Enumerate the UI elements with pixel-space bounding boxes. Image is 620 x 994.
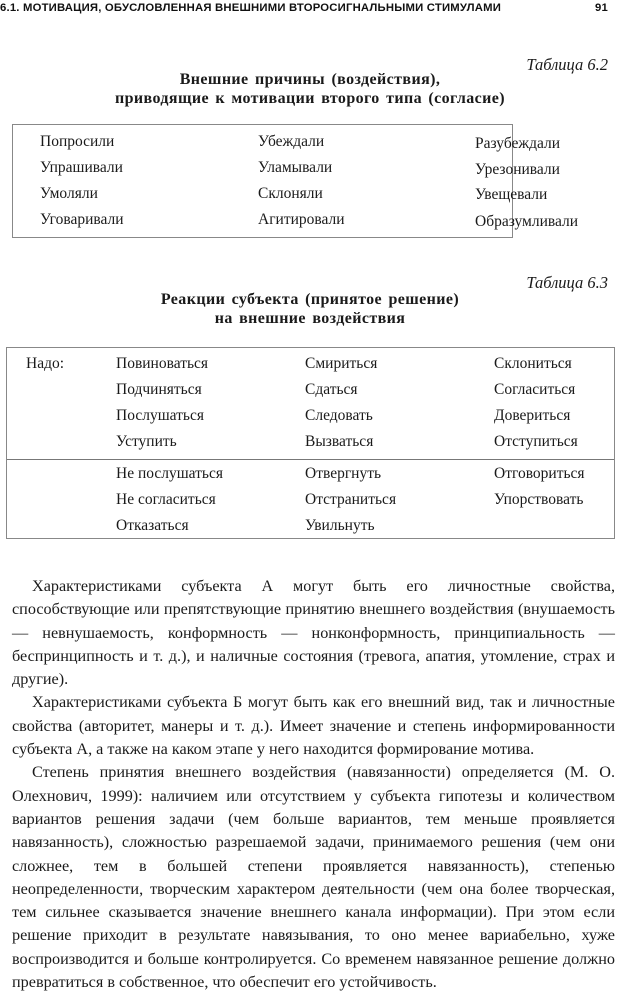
table-cell: Убеждали xyxy=(258,133,325,150)
page-number: 91 xyxy=(595,2,608,14)
table-6-2-title-line1: Внешние причины (воздействия), xyxy=(179,71,441,88)
table-cell: Попросили xyxy=(40,133,115,150)
table-cell: Вызваться xyxy=(305,433,374,450)
table-6-3-title-line1: Реакции субъекта (принятое решение) xyxy=(160,291,460,308)
table-cell: Образумливали xyxy=(475,213,579,230)
table-cell: Отговориться xyxy=(494,465,585,482)
table-cell: Следовать xyxy=(305,407,373,424)
table-6-3-title-line2: на внешние воздействия xyxy=(214,310,406,327)
table-cell: Увильнуть xyxy=(305,517,375,534)
table-cell: Склониться xyxy=(494,355,572,372)
paragraph: Характеристиками субъекта Б могут быть как его внешний вид, так и личностные свойства (авторитет, манеры и т. д.). Имеет значение и степень информированности субъекта А, а также на каком этапе у него находится формирование мотива. xyxy=(12,693,615,759)
table-cell: Упрашивали xyxy=(40,159,123,176)
table-cell: Склоняли xyxy=(258,185,323,202)
table-cell: Отступиться xyxy=(494,433,578,450)
table-cell: Не согласиться xyxy=(116,491,216,508)
table-cell: Увещевали xyxy=(475,186,548,203)
paragraph: Характеристиками субъекта А могут быть его личностные свойства, способствующие или препятствующие принятию внешнего воздействия (внушаемость — невнушаемость, конформность — нонконформность, принципиальность — беспринципность и т. д.), и наличные состояния (тревога, апатия, утомление, страх и другие). xyxy=(12,577,615,689)
table-cell: Послушаться xyxy=(116,407,204,424)
table-cell: Уламывали xyxy=(258,159,333,176)
table-divider xyxy=(7,459,614,460)
table-cell: Отвергнуть xyxy=(305,465,382,482)
table-6-2-label: Таблица 6.2 xyxy=(526,55,608,74)
table-cell: Уступить xyxy=(116,433,177,450)
table-6-2-title xyxy=(0,70,620,108)
running-head xyxy=(0,0,620,20)
table-cell: Уговаривали xyxy=(40,211,124,228)
table-cell: Умоляли xyxy=(40,185,98,202)
table-cell: Упорствовать xyxy=(494,491,584,508)
table-6-2 xyxy=(12,124,579,238)
table-6-3-label: Таблица 6.3 xyxy=(526,273,608,292)
table-cell: Урезонивали xyxy=(475,161,560,178)
table-cell: Агитировали xyxy=(258,211,345,228)
table-cell: Смириться xyxy=(305,355,378,372)
table-cell: Отказаться xyxy=(116,517,189,534)
table-cell: Согласиться xyxy=(494,381,576,398)
running-head-title: 6.1. МОТИВАЦИЯ, ОБУСЛОВЛЕННАЯ ВНЕШНИМИ ВТОРОСИГНАЛЬНЫМИ СТИМУЛАМИ xyxy=(0,2,502,14)
table-cell: Отстраниться xyxy=(305,491,397,508)
table-cell: Довериться xyxy=(494,407,571,424)
table-cell: Не послушаться xyxy=(116,465,224,482)
table-cell: Разубеждали xyxy=(475,135,561,152)
table-cell: Повиноваться xyxy=(116,355,209,372)
paragraph: Степень принятия внешнего воздействия (навязанности) определяется (М. О. Олехнович, 1999): наличием или отсутствием у субъекта гипотезы и количеством вариантов решения задачи (чем больше вариантов, тем меньше проявляется навязанность), сложностью разрешаемой задачи, принимаемого решения (чем они сложнее, тем в большей степени проявляется навязанность), степенью неопределенности, творческим характером деятельности (чем она более творческая, тем сильнее сказывается значение внешнего канала информации). При этом если решение приходит в результате навязывания, то оно менее вариабельно, хуже воспроизводится и больше контролируется. Со временем навязанное решение должно превратиться в собственное, что обеспечит его устойчивость. xyxy=(12,763,615,992)
table-6-2-title-line2: приводящие к мотивации второго типа (согласие) xyxy=(114,90,506,107)
body-text xyxy=(12,575,615,994)
row-label: Надо: xyxy=(26,355,65,372)
table-6-3-title xyxy=(0,290,620,328)
table-6-3 xyxy=(6,347,615,539)
table-cell: Подчиняться xyxy=(116,381,202,398)
table-cell: Сдаться xyxy=(305,381,358,398)
